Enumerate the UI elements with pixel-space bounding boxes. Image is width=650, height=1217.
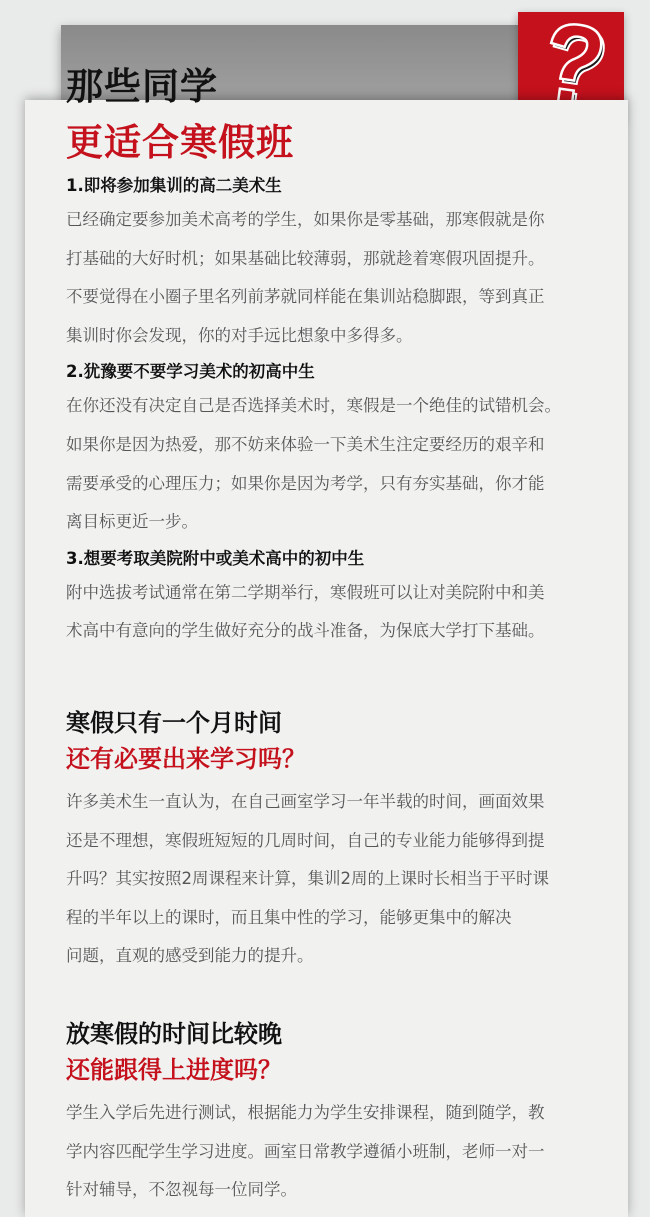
article-body (66, 173, 636, 1210)
item-3-text: 附中选拔考试通常在第二学期举行，寒假班可以让对美院附中和美 术高中有意向的学生做好充分的战斗准备，为保底大学打下基础。 (66, 582, 545, 641)
section-1-text: 许多美术生一直认为，在自己画室学习一年半载的时间，画面效果 还是不理想，寒假班短短的几周时间，自己的专业能力能够得到提 升吗？其实按照2周课程来计算，集训2周的上课时长相当于平时课 程的半年以上的课时，而且集中性的学习，能够更集中的解决 问题，直观的感受到能力的提升。 (66, 791, 549, 966)
item-2-heading: 2.犹豫要不要学习美术的初高中生 (66, 362, 315, 382)
section-2-subtitle: 还能跟得上进度吗？ (66, 1055, 282, 1084)
item-2-text: 在你还没有决定自己是否选择美术时，寒假是一个绝佳的试错机会。 如果你是因为热爱，那不妨来体验一下美术生注定要经历的艰辛和 需要承受的心理压力；如果你是因为考学，只有夯实基础，你才能 离目标更近一步。 (66, 396, 561, 532)
item-3-heading: 3.想要考取美院附中或美术高中的初中生 (66, 548, 365, 568)
item-1-text: 已经确定要参加美术高考的学生，如果你是零基础，那寒假就是你 打基础的大好时机；如果基础比较薄弱，那就趁着寒假巩固提升。 不要觉得在小圈子里名列前茅就同样能在集训站稳脚跟，等到真正 集训时你会发现，你的对手远比想象中多得多。 (66, 210, 545, 345)
section-1-subtitle: 还有必要出来学习吗？ (66, 744, 306, 773)
section-1-title: 寒假只有一个月时间 (66, 708, 282, 737)
item-1-heading: 1.即将参加集训的高二美术生 (66, 176, 282, 195)
section-2-text: 学生入学后先进行测试，根据能力为学生安排课程，随到随学，教 学内容匹配学生学习进度。画室日常教学遵循小班制，老师一对一 针对辅导，不忽视每一位同学。 (66, 1102, 545, 1200)
title-line-1: 那些同学 (66, 65, 218, 108)
title-line-2: 更适合寒假班 (66, 121, 294, 164)
section-2-title: 放寒假的时间比较晚 (66, 1019, 282, 1048)
